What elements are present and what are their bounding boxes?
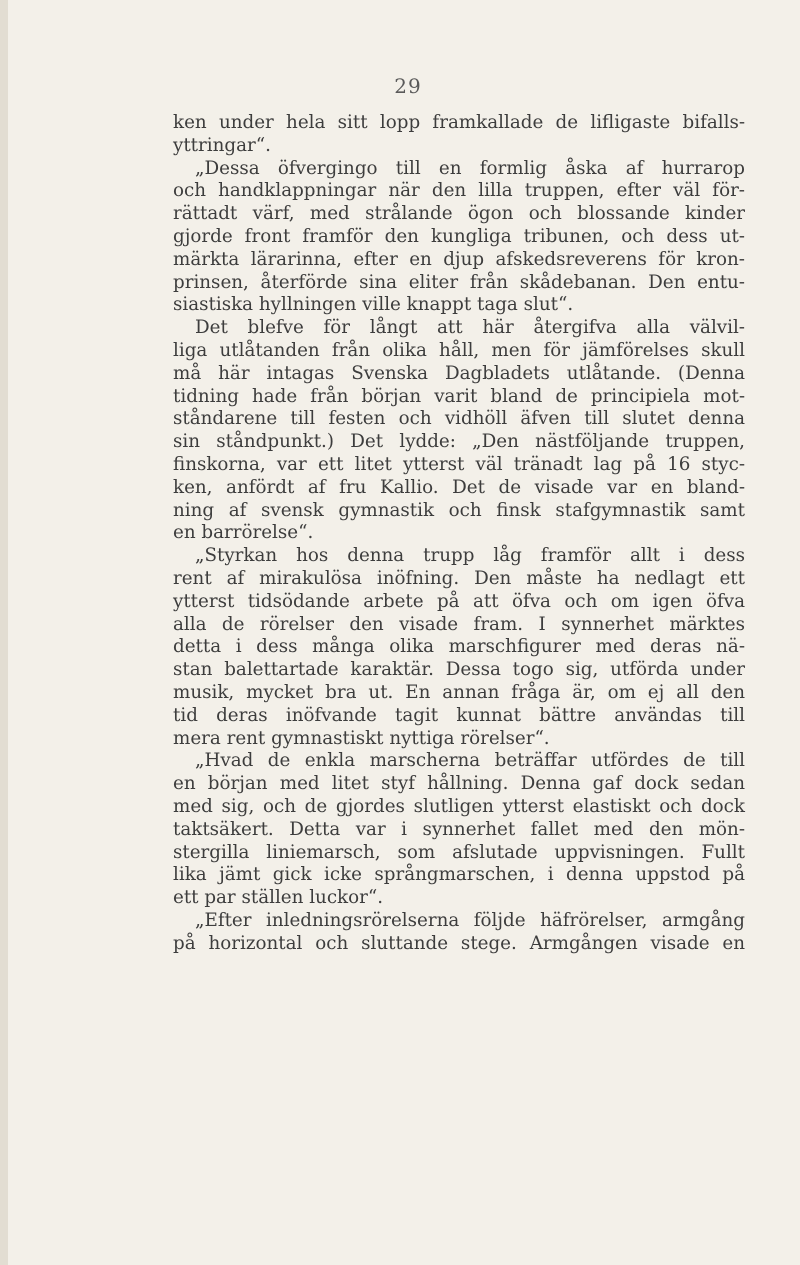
text-line: tidning hade från början varit bland de principiela mot- bbox=[173, 385, 745, 407]
text-line: musik, mycket bra ut. En annan fråga är, om ej all den bbox=[173, 681, 745, 703]
body-text bbox=[173, 112, 745, 955]
text-line: tid deras inöfvande tagit kunnat bättre användas till bbox=[173, 704, 745, 726]
text-line: rättadt värf, med strålande ögon och blossande kinder bbox=[173, 203, 745, 225]
text-line: med sig, och de gjordes slutligen ytterst elastiskt och dock bbox=[173, 795, 745, 817]
text-line: ett par ställen luckor“. bbox=[173, 887, 384, 909]
text-line: stergilla liniemarsch, som afslutade uppvisningen. Fullt bbox=[173, 841, 745, 863]
text-line: „Dessa öfvergingo till en formlig åska af hurrarop bbox=[195, 157, 745, 179]
text-line: finskorna, var ett litet ytterst väl tränadt lag på 16 styc- bbox=[173, 453, 745, 475]
text-line: mera rent gymnastiskt nyttiga rörelser“. bbox=[173, 727, 550, 749]
text-line: ken, anfördt af fru Kallio. Det de visade var en bland- bbox=[173, 476, 745, 498]
page-number: 29 bbox=[394, 74, 422, 98]
text-line: ytterst tidsödande arbete på att öfva och om igen öfva bbox=[173, 590, 745, 612]
text-line: alla de rörelser den visade fram. I synnerhet märktes bbox=[173, 613, 745, 635]
text-line: Det blefve för långt att här återgifva alla välvil- bbox=[195, 317, 745, 339]
text-line: yttringar“. bbox=[173, 134, 271, 156]
text-line: må här intagas Svenska Dagbladets utlåtande. (Denna bbox=[173, 362, 745, 384]
text-line: stan balettartade karaktär. Dessa togo sig, utförda under bbox=[173, 659, 745, 681]
text-line: detta i dess många olika marschfigurer med deras nä- bbox=[173, 636, 745, 658]
text-line: rent af mirakulösa inöfning. Den måste ha nedlagt ett bbox=[173, 567, 745, 589]
text-line: sin ståndpunkt.) Det lydde: „Den nästföljande truppen, bbox=[173, 431, 745, 453]
text-line: ning af svensk gymnastik och finsk stafgymnastik samt bbox=[173, 499, 745, 521]
text-line: på horizontal och sluttande stege. Armgången visade en bbox=[173, 932, 745, 954]
text-line: „Styrkan hos denna trupp låg framför allt i dess bbox=[195, 545, 745, 567]
text-line: gjorde front framför den kungliga tribunen, och dess ut- bbox=[173, 225, 745, 247]
text-line: och handklappningar när den lilla truppen, efter väl för- bbox=[173, 180, 745, 202]
text-line: en början med litet styf hållning. Denna gaf dock sedan bbox=[173, 773, 745, 795]
text-line: liga utlåtanden från olika håll, men för jämförelses skull bbox=[173, 339, 745, 361]
text-line: taktsäkert. Detta var i synnerhet fallet med den mön- bbox=[173, 818, 745, 840]
text-line: „Hvad de enkla marscherna beträffar utfördes de till bbox=[195, 750, 745, 772]
text-line: siastiska hyllningen ville knappt taga slut“. bbox=[173, 294, 574, 316]
text-line: „Efter inledningsrörelserna följde häfrörelser, armgång bbox=[195, 909, 745, 931]
text-line: märkta lärarinna, efter en djup afskedsreverens för kron- bbox=[173, 248, 745, 270]
text-line: ståndarene till festen och vidhöll äfven till slutet denna bbox=[173, 408, 745, 430]
text-line: prinsen, återförde sina eliter från skådebanan. Den entu- bbox=[173, 271, 745, 293]
text-line: en barrörelse“. bbox=[173, 522, 314, 544]
text-line: lika jämt gick icke språngmarschen, i denna uppstod på bbox=[173, 864, 745, 886]
text-line: ken under hela sitt lopp framkallade de lifligaste bifalls- bbox=[173, 112, 745, 133]
